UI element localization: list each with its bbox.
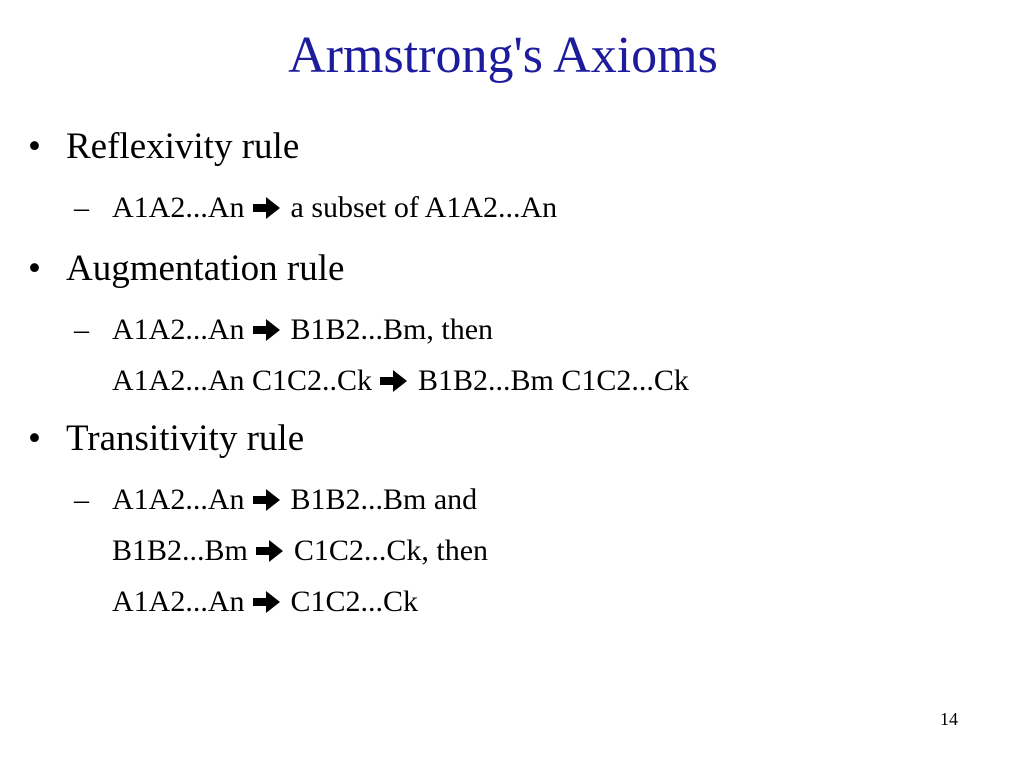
page-number: 14 <box>940 709 958 729</box>
continuation-line <box>74 578 488 629</box>
bullet-symbol: • <box>28 418 41 459</box>
rhs-text: B1B2...Bm C1C2...Ck <box>418 364 689 397</box>
dash-symbol: – <box>74 483 89 516</box>
rhs-text: C1C2...Ck, then <box>293 534 489 567</box>
bullet-symbol: • <box>28 126 41 167</box>
right-arrow-icon <box>253 581 281 629</box>
rhs-text: B1B2...Bm, then <box>290 313 494 346</box>
sub-bullet-reflexivity <box>74 184 557 235</box>
right-arrow-icon <box>253 479 281 527</box>
rule-name: Transitivity rule <box>66 418 305 459</box>
bullet-symbol: • <box>28 248 41 289</box>
lhs-text: A1A2...An <box>112 191 245 224</box>
right-arrow-icon <box>256 530 284 578</box>
lhs-text: B1B2...Bm <box>112 534 248 567</box>
right-arrow-icon <box>253 187 281 235</box>
slide-title: Armstrong's Axioms <box>288 27 718 84</box>
dash-symbol: – <box>74 191 89 224</box>
right-arrow-icon <box>253 309 281 357</box>
continuation-line <box>74 357 689 408</box>
bullet-reflexivity <box>28 125 299 169</box>
lhs-text: A1A2...An <box>112 585 245 618</box>
sub-bullet-augmentation <box>74 306 689 408</box>
dash-symbol: – <box>74 313 89 346</box>
rule-name: Reflexivity rule <box>66 126 300 167</box>
sub-bullet-transitivity <box>74 476 488 629</box>
lhs-text: A1A2...An <box>112 483 245 516</box>
rhs-text: B1B2...Bm and <box>290 483 478 516</box>
lhs-text: A1A2...An C1C2..Ck <box>112 364 373 397</box>
bullet-transitivity <box>28 417 304 461</box>
rule-name: Augmentation rule <box>66 248 345 289</box>
continuation-line <box>74 527 488 578</box>
rhs-text: a subset of A1A2...An <box>290 191 558 224</box>
bullet-augmentation <box>28 247 344 291</box>
right-arrow-icon <box>380 360 408 408</box>
lhs-text: A1A2...An <box>112 313 245 346</box>
rhs-text: C1C2...Ck <box>290 585 419 618</box>
